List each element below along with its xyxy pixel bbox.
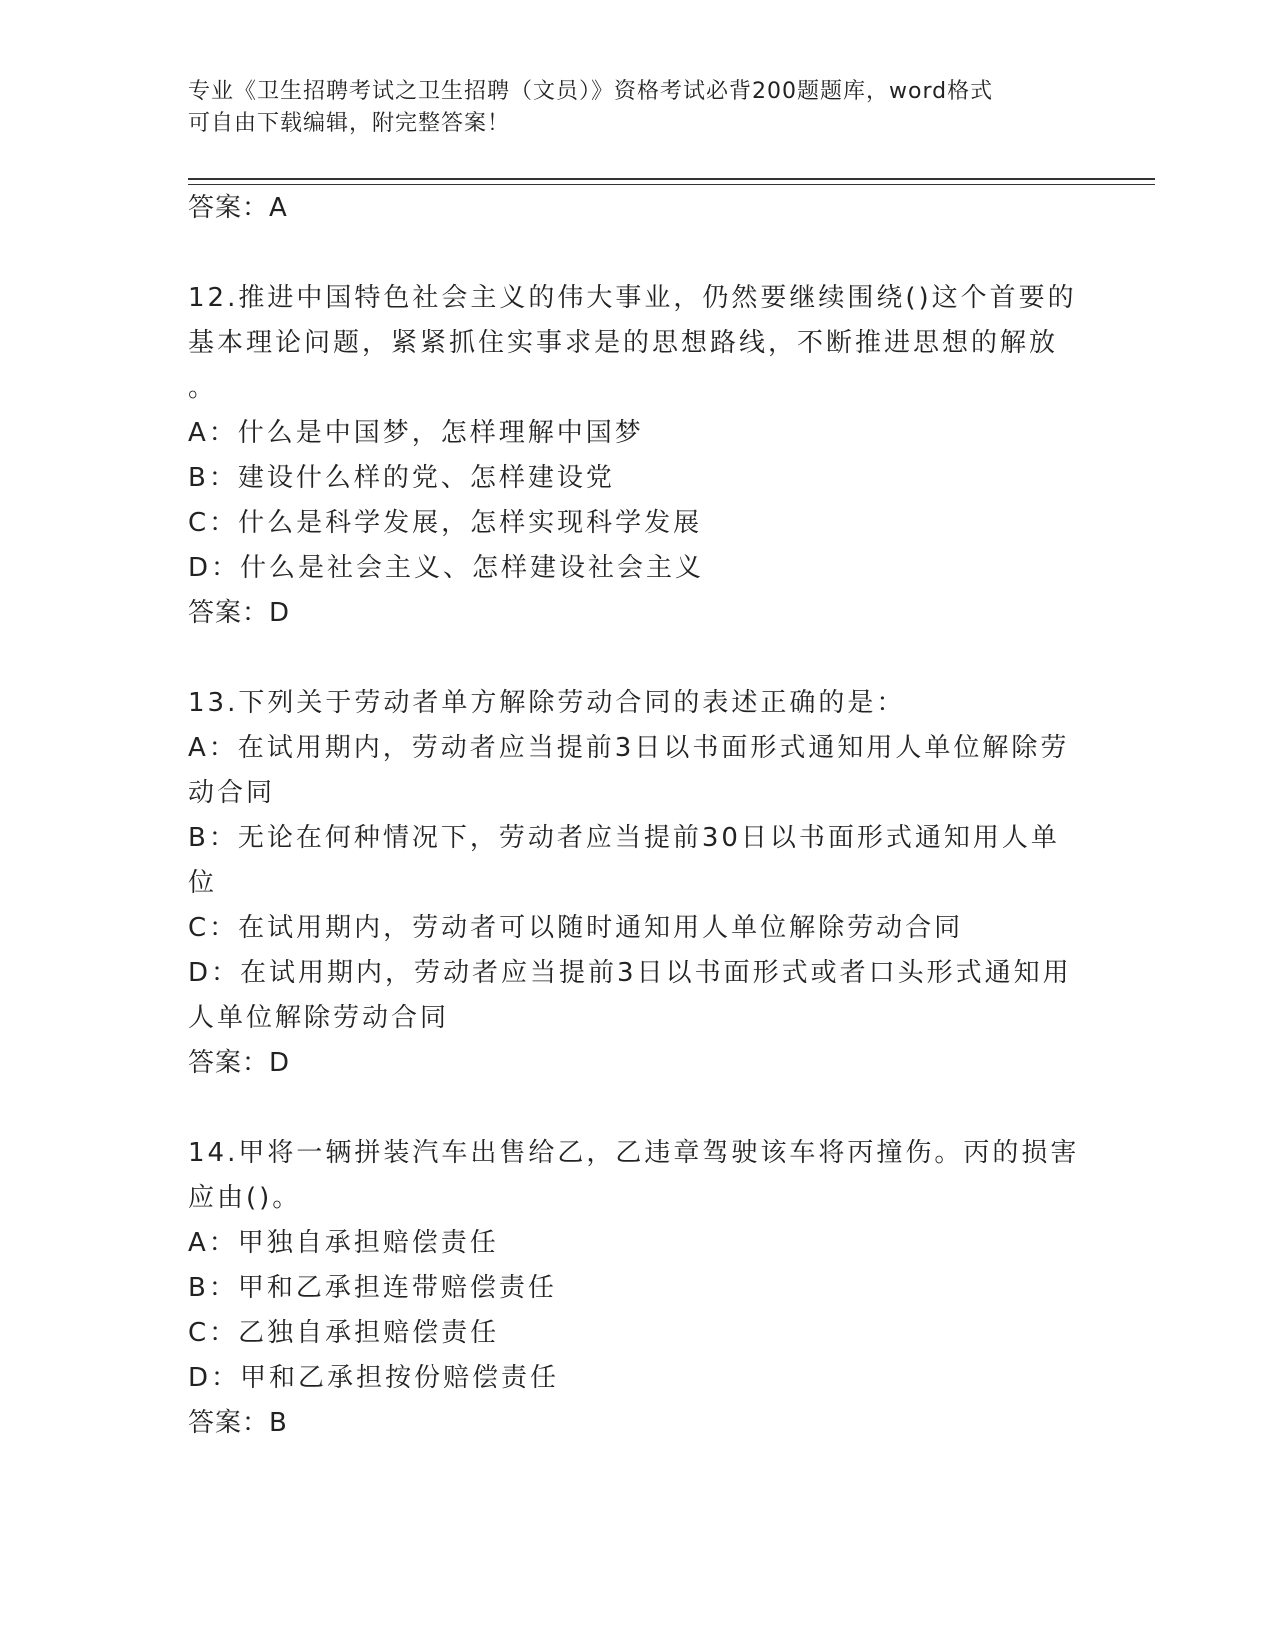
option-a: A：在试用期内，劳动者应当提前3日以书面形式通知用人单位解除劳 bbox=[188, 733, 1070, 763]
question-stem: 应由()。 bbox=[188, 1183, 302, 1213]
document-header bbox=[188, 76, 1068, 140]
question-stem: 13.下列关于劳动者单方解除劳动合同的表述正确的是： bbox=[188, 688, 906, 718]
question-stem: 基本理论问题，紧紧抓住实事求是的思想路线，不断推进思想的解放 bbox=[188, 328, 1059, 358]
question-block bbox=[188, 1131, 1088, 1446]
option-d: D：什么是社会主义、怎样建设社会主义 bbox=[188, 553, 705, 583]
option-b-continued: 位 bbox=[188, 868, 218, 898]
option-b: B：甲和乙承担连带赔偿责任 bbox=[188, 1273, 557, 1303]
answer-line: 答案：B bbox=[188, 1408, 288, 1438]
option-c: C：乙独自承担赔偿责任 bbox=[188, 1318, 500, 1348]
option-d-continued: 人单位解除劳动合同 bbox=[188, 1003, 450, 1033]
header-divider bbox=[188, 178, 1155, 180]
spacer bbox=[188, 636, 1088, 681]
header-line: 可自由下载编辑，附完整答案！ bbox=[188, 111, 511, 136]
option-a: A：甲独自承担赔偿责任 bbox=[188, 1228, 499, 1258]
question-stem: 。 bbox=[188, 373, 218, 403]
header-line: 专业《卫生招聘考试之卫生招聘（文员）》资格考试必背200题题库，word格式 bbox=[188, 79, 994, 104]
option-a-continued: 动合同 bbox=[188, 778, 276, 808]
question-block bbox=[188, 276, 1088, 636]
spacer bbox=[188, 1086, 1088, 1131]
spacer bbox=[188, 231, 1088, 276]
option-b: B：建设什么样的党、怎样建设党 bbox=[188, 463, 615, 493]
header-divider bbox=[188, 184, 1155, 185]
option-c: C：在试用期内，劳动者可以随时通知用人单位解除劳动合同 bbox=[188, 913, 964, 943]
answer-line: 答案：A bbox=[188, 193, 288, 223]
question-list bbox=[188, 186, 1088, 1446]
option-d: D：甲和乙承担按份赔偿责任 bbox=[188, 1363, 560, 1393]
answer-line: 答案：D bbox=[188, 598, 291, 628]
question-block bbox=[188, 681, 1088, 1086]
answer-line: 答案：D bbox=[188, 1048, 291, 1078]
option-c: C：什么是科学发展，怎样实现科学发展 bbox=[188, 508, 703, 538]
option-a: A：什么是中国梦，怎样理解中国梦 bbox=[188, 418, 644, 448]
option-b: B：无论在何种情况下，劳动者应当提前30日以书面形式通知用人单 bbox=[188, 823, 1060, 853]
option-d: D：在试用期内，劳动者应当提前3日以书面形式或者口头形式通知用 bbox=[188, 958, 1072, 988]
question-stem: 12.推进中国特色社会主义的伟大事业，仍然要继续围绕()这个首要的 bbox=[188, 283, 1077, 313]
question-stem: 14.甲将一辆拼装汽车出售给乙，乙违章驾驶该车将丙撞伤。丙的损害 bbox=[188, 1138, 1080, 1168]
